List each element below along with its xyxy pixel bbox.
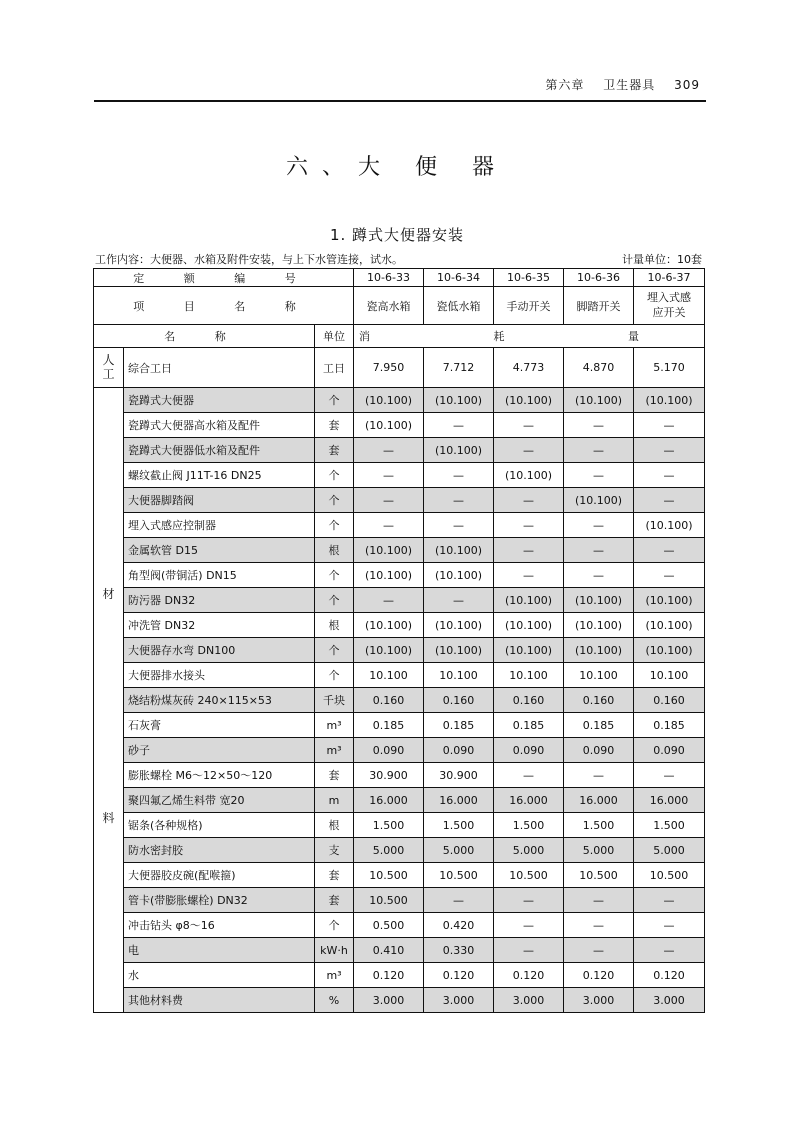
material-value: 16.000 [354,788,424,813]
material-value: — [354,588,424,613]
material-unit: 套 [315,863,354,888]
material-unit: m³ [315,963,354,988]
material-name: 石灰膏 [124,713,315,738]
material-value: (10.100) [354,413,424,438]
material-row [94,763,705,788]
material-category-char: 料 [102,811,115,825]
material-value: 0.185 [424,713,494,738]
material-value: 5.000 [354,838,424,863]
material-unit: 套 [315,413,354,438]
material-category [94,388,124,1013]
material-value: (10.100) [424,638,494,663]
material-value: 16.000 [564,788,634,813]
material-value: — [564,513,634,538]
labor-row [94,348,705,388]
material-value: — [564,763,634,788]
material-value: 10.100 [564,663,634,688]
material-value: 0.120 [494,963,564,988]
material-value: (10.100) [494,588,564,613]
material-row [94,388,705,413]
column-header-row [94,325,705,348]
material-value: 0.160 [494,688,564,713]
work-content: 工作内容：大便器、水箱及附件安装，与上下水管连接，试水。 [95,253,403,266]
material-unit: 个 [315,638,354,663]
material-value: (10.100) [634,613,705,638]
material-unit: 个 [315,663,354,688]
material-value: 16.000 [424,788,494,813]
material-name: 管卡(带膨胀螺栓) DN32 [124,888,315,913]
material-value: 1.500 [424,813,494,838]
material-value: 10.500 [424,863,494,888]
material-value: (10.100) [634,513,705,538]
material-value: 0.120 [634,963,705,988]
material-row [94,738,705,763]
material-value: — [424,588,494,613]
name-header: 名 称 [94,325,315,348]
labor-value: 7.712 [424,348,494,388]
material-value: — [634,563,705,588]
material-name: 砂子 [124,738,315,763]
material-value: 5.000 [494,838,564,863]
item-name-row [94,287,705,325]
quota-code: 10-6-34 [424,269,494,287]
material-value: 10.500 [354,888,424,913]
item-name: 脚踏开关 [564,287,634,325]
material-unit: 个 [315,563,354,588]
material-unit: kW·h [315,938,354,963]
material-value: — [494,488,564,513]
material-row [94,788,705,813]
material-value: (10.100) [494,613,564,638]
material-name: 螺纹截止阀 J11T-16 DN25 [124,463,315,488]
quota-code-row [94,269,705,287]
material-value: — [424,463,494,488]
material-value: 3.000 [564,988,634,1013]
material-value: (10.100) [354,638,424,663]
quota-table [93,268,705,1013]
material-value: — [634,463,705,488]
material-value: 0.330 [424,938,494,963]
material-row [94,613,705,638]
material-row [94,813,705,838]
material-unit: 根 [315,813,354,838]
material-row [94,863,705,888]
material-value: — [564,888,634,913]
material-value: 0.090 [354,738,424,763]
material-unit: 个 [315,488,354,513]
material-value: — [494,763,564,788]
material-name: 大便器排水接头 [124,663,315,688]
labor-category: 人工 [94,348,124,388]
material-unit: 个 [315,513,354,538]
page-number: 309 [674,78,700,92]
material-value: — [634,888,705,913]
material-value: — [494,513,564,538]
material-name: 锯条(各种规格) [124,813,315,838]
item-name: 手动开关 [494,287,564,325]
material-value: — [494,538,564,563]
material-value: 0.090 [634,738,705,763]
material-value: — [564,563,634,588]
material-value: 0.120 [424,963,494,988]
material-value: 5.000 [424,838,494,863]
material-value: — [634,488,705,513]
material-value: 0.410 [354,938,424,963]
material-row [94,938,705,963]
material-value: 0.160 [634,688,705,713]
material-name: 角型阀(带铜活) DN15 [124,563,315,588]
material-value: 0.090 [564,738,634,763]
material-name: 埋入式感应控制器 [124,513,315,538]
material-value: 1.500 [494,813,564,838]
material-name: 烧结粉煤灰砖 240×115×53 [124,688,315,713]
material-value: — [564,538,634,563]
material-row [94,963,705,988]
material-value: 10.500 [494,863,564,888]
material-row [94,588,705,613]
material-value: 0.160 [424,688,494,713]
material-value: 3.000 [354,988,424,1013]
material-value: (10.100) [354,613,424,638]
material-value: — [494,413,564,438]
material-name: 大便器存水弯 DN100 [124,638,315,663]
material-value: (10.100) [494,463,564,488]
material-value: — [634,413,705,438]
material-value: (10.100) [634,388,705,413]
material-value: — [564,463,634,488]
quota-code: 10-6-33 [354,269,424,287]
material-value: — [494,563,564,588]
material-value: 10.500 [354,863,424,888]
labor-value: 5.170 [634,348,705,388]
material-value: 3.000 [424,988,494,1013]
material-row [94,713,705,738]
material-value: — [424,413,494,438]
material-unit: 套 [315,763,354,788]
material-value: — [424,488,494,513]
material-value: 10.100 [354,663,424,688]
material-unit: 套 [315,888,354,913]
consumption-header: 消 耗 量 [354,325,705,348]
material-name: 瓷蹲式大便器低水箱及配件 [124,438,315,463]
material-value: (10.100) [564,588,634,613]
material-row [94,638,705,663]
material-unit: 个 [315,588,354,613]
material-value: 16.000 [634,788,705,813]
material-value: — [354,513,424,538]
material-value: 1.500 [354,813,424,838]
material-value: — [564,913,634,938]
material-value: (10.100) [634,588,705,613]
material-value: — [564,938,634,963]
material-value: — [424,513,494,538]
material-unit: 个 [315,913,354,938]
material-value: — [564,438,634,463]
material-value: 10.500 [564,863,634,888]
material-row [94,413,705,438]
material-value: 3.000 [494,988,564,1013]
material-value: — [634,913,705,938]
material-value: 16.000 [494,788,564,813]
quota-code-label: 定 额 编 号 [94,269,354,287]
material-value: 10.500 [634,863,705,888]
material-name: 金属软管 D15 [124,538,315,563]
material-value: (10.100) [354,563,424,588]
chapter-title: 卫生器具 [603,78,656,92]
material-name: 水 [124,963,315,988]
material-value: (10.100) [354,388,424,413]
chapter-label: 第六章 [545,78,585,92]
material-value: 5.000 [634,838,705,863]
material-value: 10.100 [494,663,564,688]
material-row [94,913,705,938]
material-value: — [494,938,564,963]
quota-code: 10-6-37 [634,269,705,287]
labor-value: 4.870 [564,348,634,388]
material-row [94,688,705,713]
unit-header: 单位 [315,325,354,348]
material-value: 5.000 [564,838,634,863]
material-value: 0.120 [354,963,424,988]
labor-value: 7.950 [354,348,424,388]
material-value: — [634,438,705,463]
section-title: 六、大 便 器 [286,155,508,180]
material-name: 防污器 DN32 [124,588,315,613]
material-name: 防水密封胶 [124,838,315,863]
material-value: (10.100) [424,613,494,638]
material-unit: 个 [315,388,354,413]
material-unit: 根 [315,613,354,638]
material-value: 0.185 [634,713,705,738]
material-value: 1.500 [564,813,634,838]
material-value: — [424,888,494,913]
material-value: 10.100 [424,663,494,688]
material-value: 0.420 [424,913,494,938]
material-row [94,463,705,488]
material-name: 其他材料费 [124,988,315,1013]
material-name: 瓷蹲式大便器 [124,388,315,413]
material-name: 冲洗管 DN32 [124,613,315,638]
material-value: (10.100) [564,488,634,513]
material-unit: 根 [315,538,354,563]
material-name: 聚四氟乙烯生料带 宽20 [124,788,315,813]
material-unit: m³ [315,713,354,738]
material-row [94,488,705,513]
material-row [94,513,705,538]
item-name: 埋入式感应开关 [634,287,705,325]
labor-name: 综合工日 [124,348,315,388]
material-value: (10.100) [634,638,705,663]
material-value: (10.100) [494,388,564,413]
material-value: (10.100) [564,638,634,663]
material-row [94,538,705,563]
material-unit: m³ [315,738,354,763]
material-value: — [634,763,705,788]
material-value: 0.120 [564,963,634,988]
material-row [94,563,705,588]
material-unit: 套 [315,438,354,463]
material-value: 3.000 [634,988,705,1013]
material-name: 膨胀螺栓 M6～12×50～120 [124,763,315,788]
material-value: (10.100) [564,388,634,413]
material-row [94,988,705,1013]
material-value: (10.100) [424,563,494,588]
material-name: 冲击钻头 φ8～16 [124,913,315,938]
sub-title: 1. 蹲式大便器安装 [329,226,465,244]
material-value: — [634,538,705,563]
material-unit: 支 [315,838,354,863]
material-value: 10.100 [634,663,705,688]
material-name: 瓷蹲式大便器高水箱及配件 [124,413,315,438]
material-value: (10.100) [494,638,564,663]
material-value: (10.100) [424,438,494,463]
material-value: 0.185 [354,713,424,738]
item-name-label: 项 目 名 称 [94,287,354,325]
material-value: (10.100) [424,538,494,563]
material-category-char: 材 [102,587,115,601]
material-value: (10.100) [354,538,424,563]
material-name: 大便器脚踏阀 [124,488,315,513]
material-value: — [494,913,564,938]
item-name: 瓷高水箱 [354,287,424,325]
material-unit: 个 [315,463,354,488]
material-value: 0.185 [564,713,634,738]
material-value: 0.160 [354,688,424,713]
page-header [94,74,706,102]
material-value: — [634,938,705,963]
material-value: — [354,488,424,513]
material-value: 0.090 [494,738,564,763]
material-value: 0.185 [494,713,564,738]
material-unit: 千块 [315,688,354,713]
measurement-unit: 计量单位：10套 [622,253,702,266]
material-value: 30.900 [354,763,424,788]
material-value: — [354,463,424,488]
material-value: (10.100) [564,613,634,638]
labor-value: 4.773 [494,348,564,388]
material-unit: m [315,788,354,813]
material-value: — [354,438,424,463]
material-value: — [564,413,634,438]
quota-code: 10-6-35 [494,269,564,287]
material-unit: % [315,988,354,1013]
header-text [531,76,700,93]
material-name: 大便器胶皮碗(配喉箍) [124,863,315,888]
material-name: 电 [124,938,315,963]
material-value: 1.500 [634,813,705,838]
material-row [94,838,705,863]
material-value: — [494,438,564,463]
material-value: 0.160 [564,688,634,713]
material-row [94,438,705,463]
material-row [94,663,705,688]
material-value: — [494,888,564,913]
material-value: 0.500 [354,913,424,938]
material-value: 0.090 [424,738,494,763]
quota-code: 10-6-36 [564,269,634,287]
material-row [94,888,705,913]
material-value: 30.900 [424,763,494,788]
item-name: 瓷低水箱 [424,287,494,325]
material-value: (10.100) [424,388,494,413]
labor-unit: 工日 [315,348,354,388]
